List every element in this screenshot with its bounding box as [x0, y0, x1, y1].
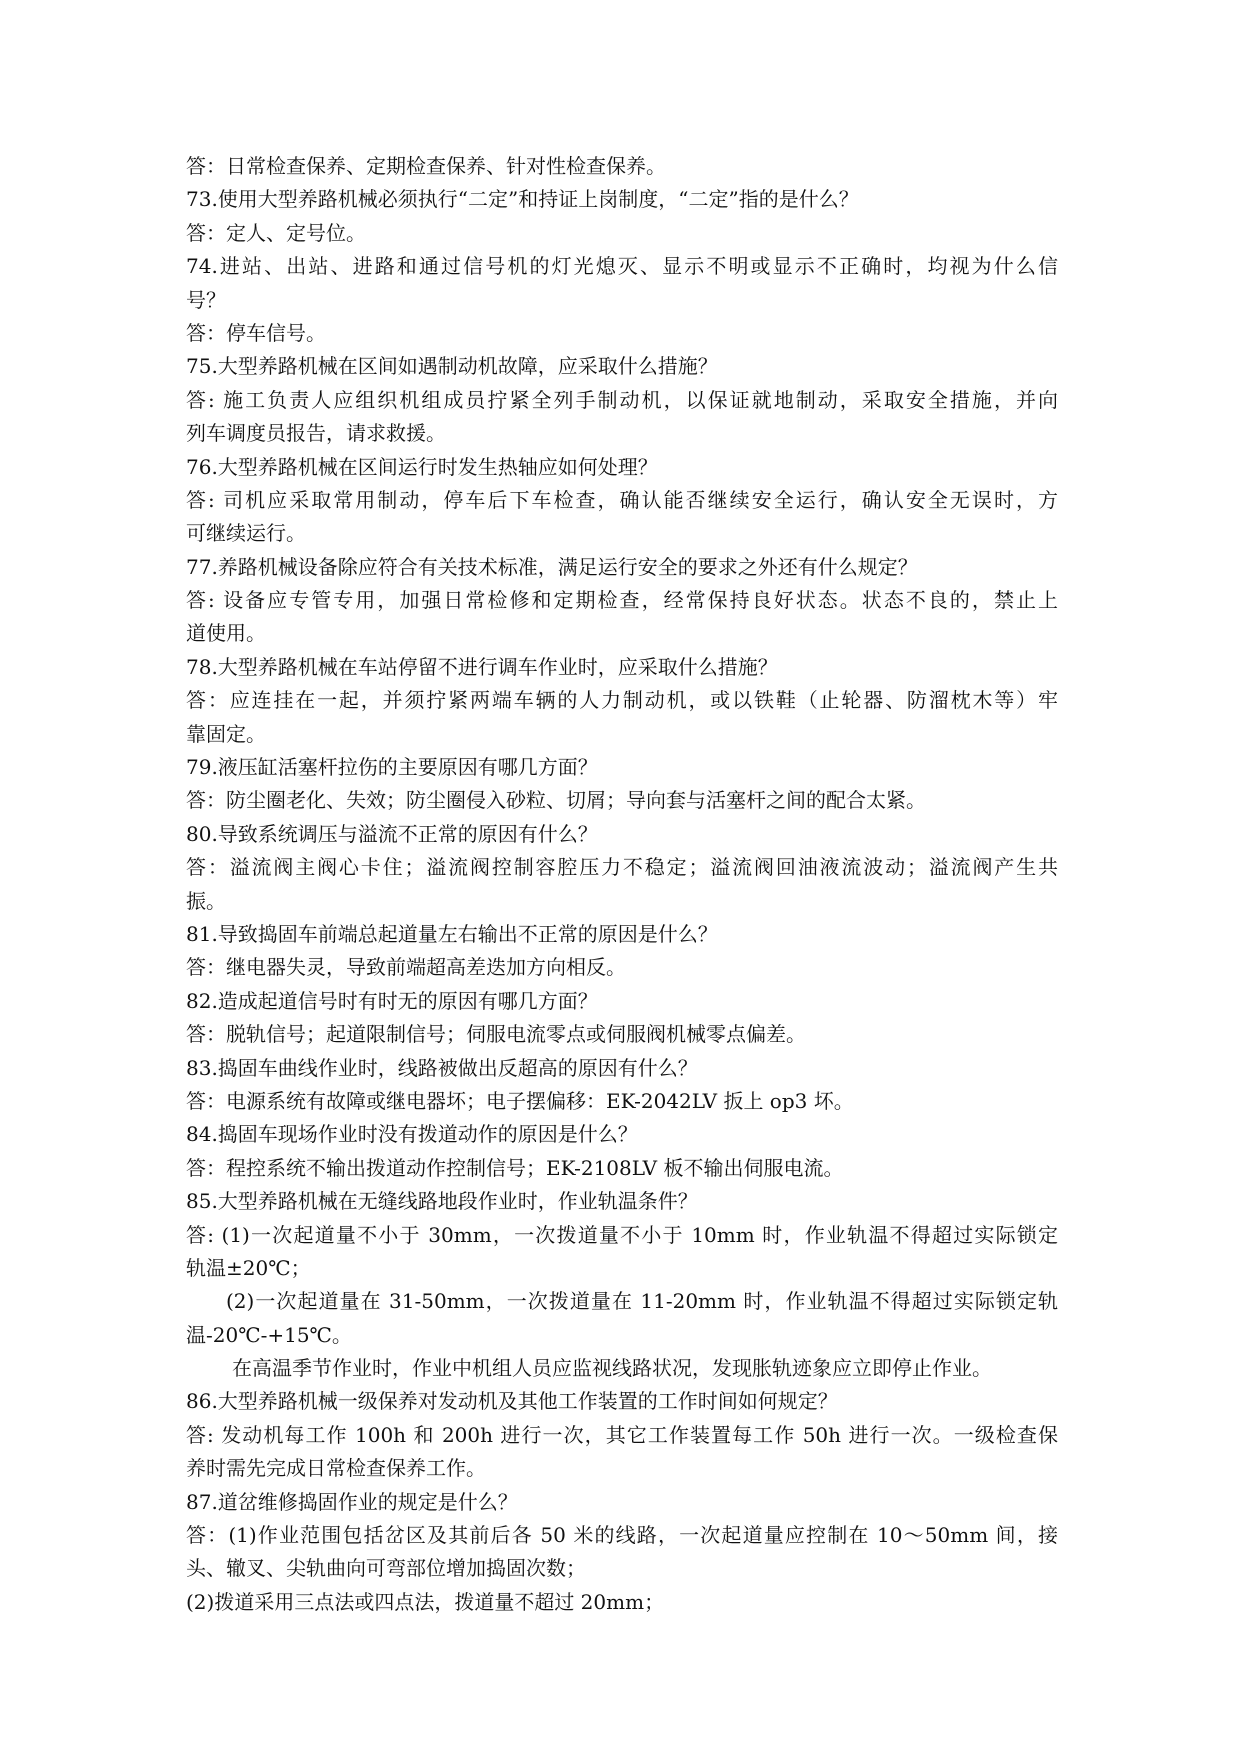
answer-79: 答：防尘圈老化、失效；防尘圈侵入砂粒、切屑；导向套与活塞杆之间的配合太紧。 — [186, 788, 926, 813]
answer-85-item-1: 答: (1)一次起道量不小于 30mm，一次拨道量不小于 10mm 时，作业轨温不得超过实际锁定 — [186, 1222, 1058, 1247]
answer-85-note: 在高温季节作业时，作业中机组人员应监视线路状况，发现胀轨迹象应立即停止作业。 — [232, 1356, 992, 1381]
answer-83: 答：电源系统有故障或继电器坏；电子摆偏移：EK-2042LV 扳上 op3 坏。 — [186, 1088, 854, 1113]
answer-85-item-2-cont: 温-20℃-+15℃。 — [186, 1322, 352, 1347]
answer-72: 答：日常检查保养、定期检查保养、针对性检查保养。 — [186, 154, 666, 178]
answer-87-item-2: (2)拨道采用三点法或四点法，拨道量不超过 20mm； — [186, 1589, 665, 1614]
answer-87-item-1: 答：(1)作业范围包括岔区及其前后各 50 米的线路，一次起道量应控制在 10～50mm 间，接 — [186, 1523, 1058, 1548]
question-86: 86.大型养路机械一级保养对发动机及其他工作装置的工作时间如何规定？ — [186, 1389, 838, 1414]
answer-77-cont: 道使用。 — [186, 621, 266, 646]
answer-78-cont: 靠固定。 — [186, 721, 266, 746]
question-74: 74.进站、出站、进路和通过信号机的灯光熄灭、显示不明或显示不正确时，均视为什么信 — [186, 254, 1058, 279]
question-84: 84.捣固车现场作业时没有拨道动作的原因是什么？ — [186, 1122, 638, 1147]
answer-73: 答：定人、定号位。 — [186, 220, 366, 245]
answer-85-item-1-cont: 轨温±20℃； — [186, 1255, 311, 1280]
answer-86: 答: 发动机每工作 100h 和 200h 进行一次，其它工作装置每工作 50h 进行一次。一级检查保 — [186, 1422, 1058, 1447]
question-79: 79.液压缸活塞杆拉伤的主要原因有哪几方面？ — [186, 755, 598, 780]
answer-85-item-2: (2)一次起道量在 31-50mm，一次拨道量在 11-20mm 时，作业轨温不得超过实际锁定轨 — [226, 1289, 1058, 1314]
question-80: 80.导致系统调压与溢流不正常的原因有什么？ — [186, 821, 598, 846]
question-85: 85.大型养路机械在无缝线路地段作业时，作业轨温条件？ — [186, 1189, 698, 1214]
answer-80-cont: 振。 — [186, 888, 226, 913]
answer-81: 答：继电器失灵，导致前端超高差迭加方向相反。 — [186, 955, 626, 980]
answer-80: 答：溢流阀主阀心卡住；溢流阀控制容腔压力不稳定；溢流阀回油液流波动；溢流阀产生共 — [186, 855, 1058, 880]
question-81: 81.导致捣固车前端总起道量左右输出不正常的原因是什么？ — [186, 921, 718, 946]
answer-87-item-1-cont: 头、辙叉、尖轨曲向可弯部位增加捣固次数； — [186, 1556, 586, 1581]
answer-76-cont: 可继续运行。 — [186, 521, 306, 546]
question-87: 87.道岔维修捣固作业的规定是什么？ — [186, 1489, 518, 1514]
question-76: 76.大型养路机械在区间运行时发生热轴应如何处理？ — [186, 454, 658, 479]
answer-84: 答：程控系统不输出拨道动作控制信号；EK-2108LV 板不输出伺服电流。 — [186, 1155, 844, 1180]
answer-75-cont: 列车调度员报告，请求救援。 — [186, 421, 446, 446]
question-77: 77.养路机械设备除应符合有关技术标准，满足运行安全的要求之外还有什么规定？ — [186, 554, 918, 579]
question-82: 82.造成起道信号时有时无的原因有哪几方面？ — [186, 988, 598, 1013]
answer-76: 答: 司机应采取常用制动，停车后下车检查，确认能否继续安全运行，确认安全无误时，方 — [186, 487, 1058, 512]
answer-77: 答: 设备应专管专用，加强日常检修和定期检查，经常保持良好状态。状态不良的，禁止上 — [186, 588, 1058, 613]
answer-74: 答：停车信号。 — [186, 320, 326, 345]
answer-75: 答: 施工负责人应组织机组成员拧紧全列手制动机，以保证就地制动，采取安全措施，并向 — [186, 387, 1058, 412]
question-78: 78.大型养路机械在车站停留不进行调车作业时，应采取什么措施？ — [186, 654, 778, 679]
question-73: 73.使用大型养路机械必须执行“二定”和持证上岗制度，“二定”指的是什么？ — [186, 187, 859, 212]
document-page — [186, 150, 1058, 1619]
answer-82: 答：脱轨信号；起道限制信号；伺服电流零点或伺服阀机械零点偏差。 — [186, 1022, 806, 1047]
question-75: 75.大型养路机械在区间如遇制动机故障，应采取什么措施？ — [186, 354, 718, 379]
answer-78: 答：应连挂在一起，并须拧紧两端车辆的人力制动机，或以铁鞋（止轮器、防溜枕木等）牢 — [186, 688, 1058, 713]
question-83: 83.捣固车曲线作业时，线路被做出反超高的原因有什么？ — [186, 1055, 698, 1080]
question-74-cont: 号？ — [186, 287, 226, 312]
answer-86-cont: 养时需先完成日常检查保养工作。 — [186, 1456, 486, 1481]
